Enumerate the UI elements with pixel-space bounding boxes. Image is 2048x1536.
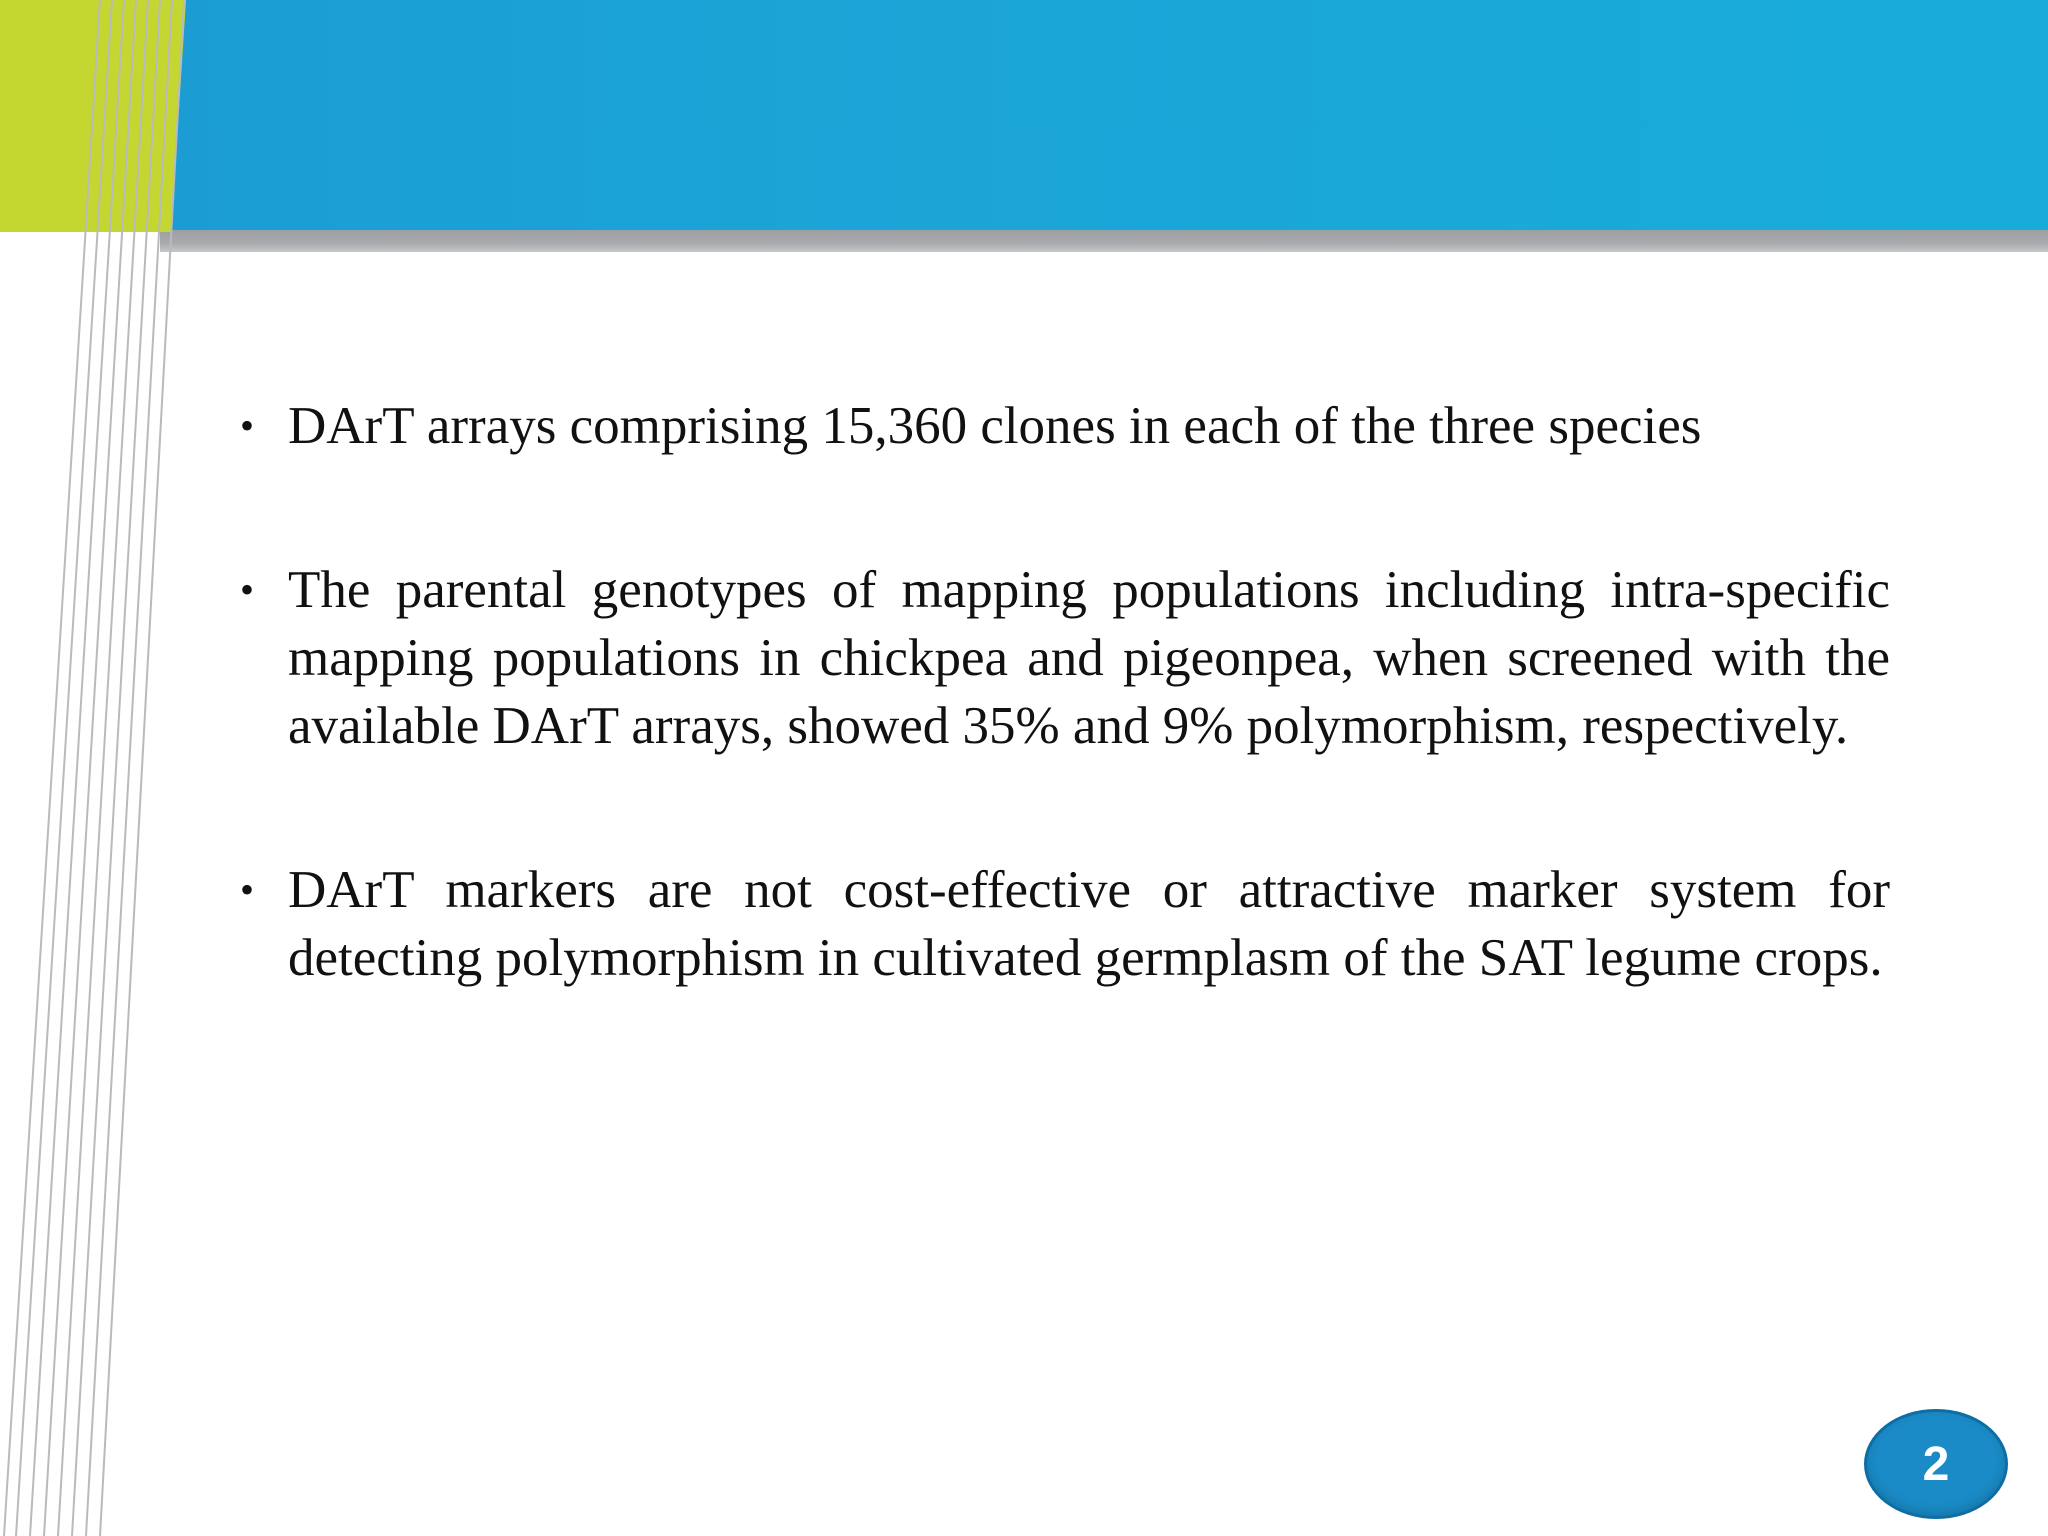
bullet-item: • DArT markers are not cost-effective or attractive marker system for detecting polymorphism in cultivated germplasm of the SAT legume crops. xyxy=(240,856,1890,992)
bullet-item: • The parental genotypes of mapping populations including intra-specific mapping populations in chickpea and pigeonpea, when screened with the available DArT arrays, showed 35% and 9% polymorphism, respectively. xyxy=(240,556,1890,760)
decorative-lines xyxy=(0,0,220,1536)
bullet-item: • DArT arrays comprising 15,360 clones in each of the three species xyxy=(240,392,1890,460)
header-band xyxy=(0,0,2048,232)
header-shadow-bar xyxy=(160,230,2048,252)
page-number: 2 xyxy=(1922,1437,1950,1491)
bullet-list xyxy=(240,392,1890,1088)
page-number-badge xyxy=(1864,1409,2008,1519)
